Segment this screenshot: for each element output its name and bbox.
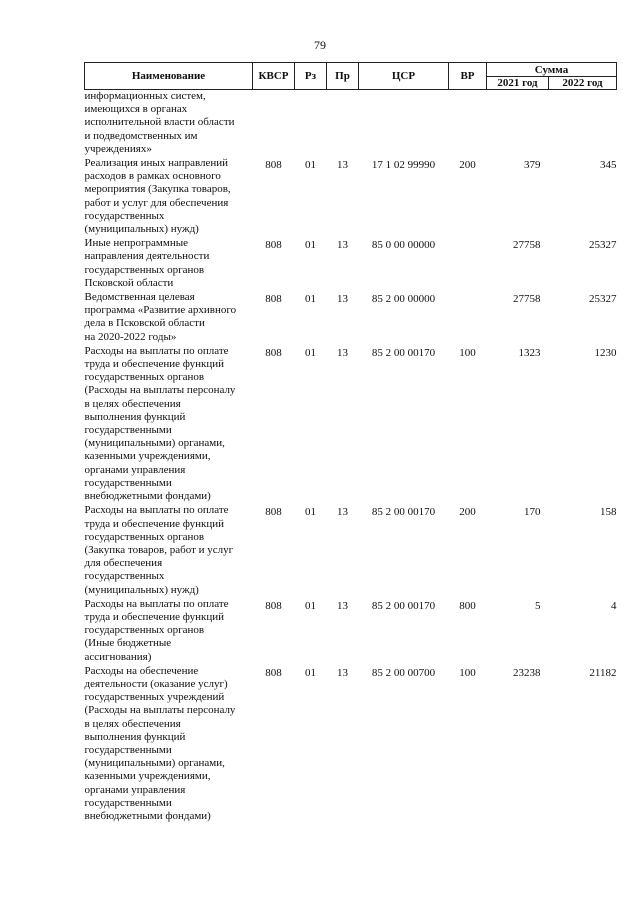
cell-kvsr: 808 xyxy=(265,506,282,519)
cell-amount-2021 xyxy=(487,90,549,158)
table-row xyxy=(85,598,617,665)
cell-pr: 13 xyxy=(337,346,348,359)
budget-table xyxy=(84,62,617,824)
header-csr: ЦСР xyxy=(359,63,449,90)
cell-vr xyxy=(449,237,487,291)
cell-pr xyxy=(327,90,359,158)
cell-csr xyxy=(359,90,449,158)
cell-kvsr xyxy=(253,90,295,158)
cell-pr: 13 xyxy=(337,293,348,306)
cell-name: Расходы на обеспечение деятельности (оказание услуг) государственных учреждений (Расходы на выплаты персоналу в целях обеспечения выполнения функций государственными (муниципальными) органами, казенными учреждениями, органами управления государственными внебюджетными фондами) xyxy=(84,664,236,822)
cell-vr xyxy=(449,291,487,345)
cell-amount-2021: 5 xyxy=(535,599,541,612)
cell-amount-2022: 25327 xyxy=(589,239,617,252)
page-number: 79 xyxy=(314,38,326,52)
cell-amount-2022: 345 xyxy=(600,159,617,172)
cell-rz: 01 xyxy=(305,506,316,519)
cell-kvsr: 808 xyxy=(265,346,282,359)
table-body xyxy=(85,90,617,825)
cell-name: Расходы на выплаты по оплате труда и обеспечение функций государственных органов (Закупка товаров, работ и услуг для обеспечения государственных (муниципальных) нужд) xyxy=(84,504,234,596)
cell-rz: 01 xyxy=(305,239,316,252)
table-header xyxy=(85,63,617,90)
table-row xyxy=(85,291,617,345)
cell-kvsr: 808 xyxy=(265,239,282,252)
cell-pr: 13 xyxy=(337,599,348,612)
cell-pr: 13 xyxy=(337,239,348,252)
cell-kvsr: 808 xyxy=(265,599,282,612)
table-row xyxy=(85,665,617,824)
cell-vr xyxy=(449,90,487,158)
cell-kvsr: 808 xyxy=(265,293,282,306)
cell-kvsr: 808 xyxy=(265,666,282,679)
table-row xyxy=(85,237,617,291)
cell-amount-2021: 23238 xyxy=(513,666,541,679)
header-kvsr: КВСР xyxy=(253,63,295,90)
cell-csr: 85 2 00 00700 xyxy=(371,666,436,679)
cell-vr: 100 xyxy=(459,346,476,359)
cell-name: Расходы на выплаты по оплате труда и обеспечение функций государственных органов (Расходы на выплаты персоналу в целях обеспечения выполнения функций государственными (муниципальными) органами, казенными учреждениями, органами управления государственными внебюджетными фондами) xyxy=(84,344,236,503)
table-row xyxy=(85,345,617,504)
cell-kvsr: 808 xyxy=(265,159,282,172)
cell-amount-2022: 25327 xyxy=(589,293,617,306)
header-year-2021: 2021 год xyxy=(487,77,549,90)
cell-rz: 01 xyxy=(305,599,316,612)
cell-name: Ведомственная целевая программа «Развитие архивного дела в Псковской области на 2020-2022 годы» xyxy=(84,291,237,343)
cell-csr: 85 0 00 00000 xyxy=(371,239,436,252)
cell-rz: 01 xyxy=(305,159,316,172)
cell-name: Расходы на выплаты по оплате труда и обеспечение функций государственных органов (Иные бюджетные ассигнования) xyxy=(84,597,229,663)
cell-rz xyxy=(295,90,327,158)
table-row xyxy=(85,90,617,158)
cell-amount-2022: 4 xyxy=(611,599,617,612)
cell-rz: 01 xyxy=(305,346,316,359)
cell-amount-2021: 379 xyxy=(524,159,541,172)
cell-csr: 85 2 00 00170 xyxy=(371,346,436,359)
cell-name: Реализация иных направлений расходов в рамках основного мероприятия (Закупка товаров, работ и услуг для обеспечения государственных (муниципальных) нужд) xyxy=(84,157,231,236)
cell-amount-2022: 1230 xyxy=(594,346,617,359)
cell-amount-2022: 21182 xyxy=(589,666,617,679)
cell-csr: 85 2 00 00170 xyxy=(371,506,436,519)
header-rz: Рз xyxy=(295,63,327,90)
header-year-2022: 2022 год xyxy=(549,77,617,90)
cell-rz: 01 xyxy=(305,666,316,679)
cell-csr: 17 1 02 99990 xyxy=(371,159,436,172)
cell-amount-2021: 27758 xyxy=(513,239,541,252)
cell-vr: 200 xyxy=(459,506,476,519)
table-row xyxy=(85,504,617,597)
cell-vr: 200 xyxy=(459,159,476,172)
cell-csr: 85 2 00 00000 xyxy=(371,293,436,306)
cell-pr: 13 xyxy=(337,666,348,679)
cell-vr: 800 xyxy=(459,599,476,612)
cell-amount-2021: 1323 xyxy=(518,346,541,359)
cell-amount-2022 xyxy=(549,90,617,158)
cell-amount-2021: 170 xyxy=(524,506,541,519)
cell-rz: 01 xyxy=(305,293,316,306)
cell-amount-2021: 27758 xyxy=(513,293,541,306)
header-vr: ВР xyxy=(449,63,487,90)
header-sum: Сумма xyxy=(487,63,617,77)
header-pr: Пр xyxy=(327,63,359,90)
cell-vr: 100 xyxy=(459,666,476,679)
cell-pr: 13 xyxy=(337,159,348,172)
cell-amount-2022: 158 xyxy=(600,506,617,519)
cell-pr: 13 xyxy=(337,506,348,519)
cell-name: Иные непрограммные направления деятельности государственных органов Псковской области xyxy=(84,237,210,289)
table-row xyxy=(85,157,617,237)
cell-csr: 85 2 00 00170 xyxy=(371,599,436,612)
cell-name: информационных систем, имеющихся в органах исполнительной власти области и подведомственных им учреждениях» xyxy=(84,90,235,155)
header-name: Наименование xyxy=(85,63,253,90)
